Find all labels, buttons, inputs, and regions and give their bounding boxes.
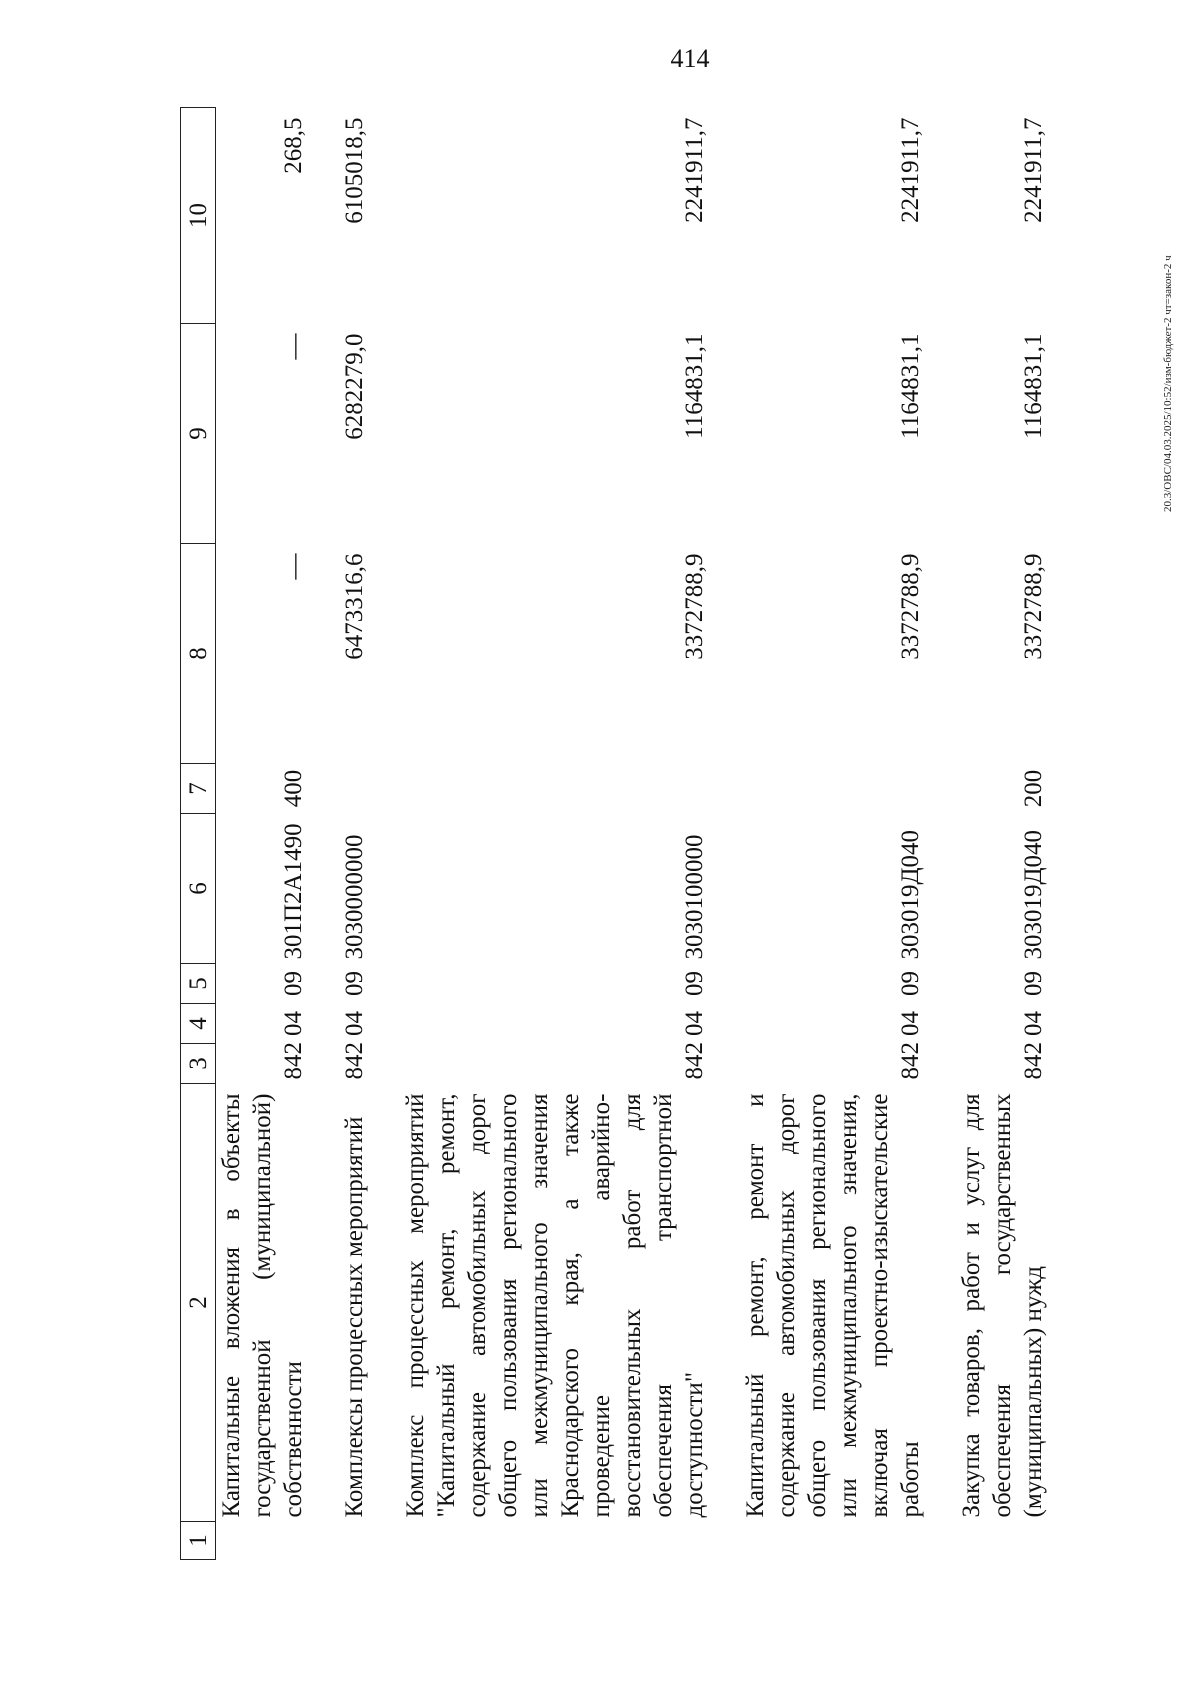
cell-col9: — bbox=[279, 333, 308, 360]
rotated-table-container bbox=[180, 108, 1160, 1560]
cell-col9: 1164831,1 bbox=[897, 333, 924, 439]
cell-col5: 09 bbox=[280, 971, 307, 996]
column-header: 8 bbox=[181, 544, 216, 764]
page-number: 414 bbox=[670, 44, 710, 73]
cell-col8: 3372788,9 bbox=[897, 553, 924, 660]
column-header: 9 bbox=[181, 324, 216, 544]
cell-col1 bbox=[216, 1522, 310, 1560]
cell-col6: 3030000000 bbox=[341, 834, 368, 960]
cell-col9: 6282279,0 bbox=[341, 333, 368, 440]
cell-col8: 3372788,9 bbox=[1020, 553, 1047, 660]
cell-col1 bbox=[740, 1522, 926, 1560]
cell-col7 bbox=[740, 764, 926, 814]
cell-col10: 2241911,7 bbox=[897, 117, 924, 223]
column-header: 4 bbox=[181, 1004, 216, 1044]
cell-col5: 09 bbox=[341, 971, 368, 996]
cell-col3: 842 bbox=[341, 1042, 368, 1080]
column-header: 2 bbox=[181, 1084, 216, 1522]
cell-col4: 04 bbox=[897, 1011, 924, 1036]
table-header-row bbox=[181, 108, 216, 1560]
cell-col1 bbox=[956, 1522, 1049, 1560]
cell-col8: 6473316,6 bbox=[341, 553, 368, 660]
cell-col4: 04 bbox=[681, 1011, 708, 1036]
cell-col3: 842 bbox=[280, 1042, 307, 1080]
footer-stamp bbox=[1160, 112, 1174, 512]
cell-col6: 303019Д040 bbox=[1020, 829, 1047, 960]
row-spacer bbox=[309, 108, 339, 1560]
cell-col9: 1164831,1 bbox=[681, 333, 708, 439]
table-row bbox=[339, 108, 370, 1560]
table-row bbox=[740, 108, 926, 1560]
cell-col10: 268,5 bbox=[280, 117, 307, 174]
cell-col3: 842 bbox=[1020, 1042, 1047, 1080]
cell-col4: 04 bbox=[1020, 1011, 1047, 1036]
cell-col9: 1164831,1 bbox=[1020, 333, 1047, 439]
cell-col8: 3372788,9 bbox=[681, 553, 708, 660]
column-header: 3 bbox=[181, 1044, 216, 1084]
cell-description: Комплекс процессных мероприятий "Капитальный ремонт, ремонт, содержание автомобильных дорог общего пользования регионального или межмуниципального значения Краснодарского края, а также проведение аварийно-восстановительных работ для обеспечения транспортной доступности" bbox=[402, 1093, 708, 1518]
row-spacer bbox=[710, 108, 740, 1560]
cell-col10: 2241911,7 bbox=[1020, 117, 1047, 223]
row-spacer bbox=[926, 108, 956, 1560]
cell-col5: 09 bbox=[1020, 971, 1047, 996]
cell-col5: 09 bbox=[681, 971, 708, 996]
cell-col7: 400 bbox=[280, 769, 307, 808]
cell-description: Комплексы процессных мероприятий bbox=[341, 1116, 368, 1518]
cell-col8: — bbox=[279, 553, 308, 580]
column-header: 7 bbox=[181, 764, 216, 814]
cell-col10: 6105018,5 bbox=[341, 117, 368, 224]
cell-col6: 3030100000 bbox=[681, 834, 708, 960]
cell-description: Капитальные вложения в объекты государственной (муниципальной) собственности bbox=[218, 1093, 307, 1518]
cell-col6: 301П2А1490 bbox=[280, 823, 307, 960]
cell-col1 bbox=[339, 1522, 370, 1560]
cell-col4: 04 bbox=[341, 1011, 368, 1036]
cell-col10: 2241911,7 bbox=[681, 117, 708, 223]
cell-col3: 842 bbox=[681, 1042, 708, 1080]
cell-col4: 04 bbox=[280, 1011, 307, 1036]
table-row bbox=[400, 108, 710, 1560]
cell-description: Капитальный ремонт, ремонт и содержание автомобильных дорог общего пользования регионального или межмуниципального значения, включая проектно-изыскательские работы bbox=[742, 1093, 924, 1518]
column-header: 6 bbox=[181, 814, 216, 964]
cell-col6: 303019Д040 bbox=[897, 829, 924, 960]
cell-col7: 200 bbox=[1020, 769, 1047, 808]
footer-stamp-text: 20.3/ОВС/04.03.2025/10:52/изм-бюджет-2 чт=закон-2 ч bbox=[1162, 255, 1174, 512]
table-row bbox=[956, 108, 1049, 1560]
cell-col5: 09 bbox=[897, 971, 924, 996]
cell-col3: 842 bbox=[897, 1042, 924, 1080]
cell-description: Закупка товаров, работ и услуг для обеспечения государственных (муниципальных) нужд bbox=[958, 1093, 1047, 1518]
budget-table bbox=[180, 107, 1049, 1560]
cell-col7 bbox=[339, 764, 370, 814]
column-header: 10 bbox=[181, 108, 216, 324]
column-header: 1 bbox=[181, 1522, 216, 1560]
column-header: 5 bbox=[181, 964, 216, 1004]
row-spacer bbox=[370, 108, 400, 1560]
table-row bbox=[216, 108, 310, 1560]
cell-col1 bbox=[400, 1522, 710, 1560]
cell-col7 bbox=[400, 764, 710, 814]
